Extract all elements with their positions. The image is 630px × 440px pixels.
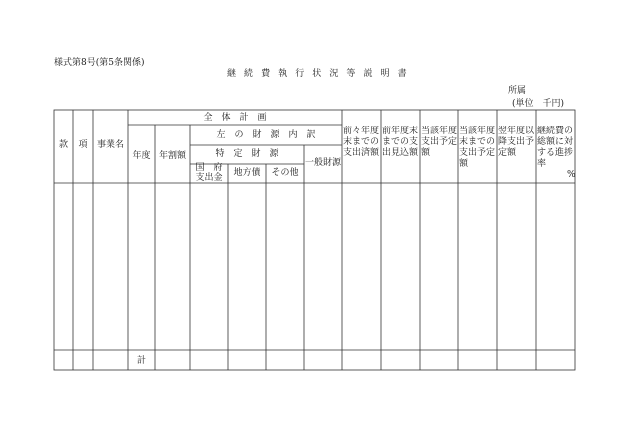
header-shinchoku-ritsu: 継続費の総額に対する進捗率: [537, 126, 574, 169]
document-title: 継 続 費 執 行 状 況 等 説 明 書: [227, 69, 410, 79]
header-hidari-zaigen-uchiwake: 左 の 財 源 内 訳: [216, 130, 316, 140]
percent-sign: %: [567, 170, 576, 180]
unit-label: (単位 千円): [512, 99, 565, 109]
form-number: 様式第8号(第5条関係): [54, 58, 145, 68]
header-yokunen-shishutsu: 翌年度以降支出予定額: [498, 126, 535, 158]
header-kou: 項: [78, 140, 88, 150]
header-kan: 款: [58, 140, 68, 150]
header-tokutei-zaigen: 特 定 財 源: [215, 149, 279, 159]
header-ippan-zaigen: 一般財源: [304, 158, 341, 168]
header-kokufu-2: 支出金: [195, 173, 223, 183]
header-zentai-keikaku: 全 体 計 画: [203, 113, 267, 123]
header-tou-shishutsu: 当該年度支出予定額: [421, 126, 458, 158]
header-chihosai: 地方債: [233, 168, 261, 178]
header-nendo: 年度: [132, 151, 151, 161]
header-zenzen-shishutsu: 前々年度末までの支出済額: [343, 126, 380, 158]
header-kokufu-1: 国 府: [195, 163, 223, 173]
header-jigyomei: 事業名: [96, 140, 124, 150]
header-nenwari-gaku: 年割額: [158, 151, 186, 161]
header-sonota: その他: [271, 168, 299, 178]
header-toumatsu-shishutsu: 当該年度末までの支出予定額: [459, 126, 496, 169]
header-zen-shishutsu: 前年度末までの支出見込額: [382, 126, 419, 158]
total-label: 計: [136, 356, 146, 366]
affiliation-label: 所属: [508, 86, 527, 96]
